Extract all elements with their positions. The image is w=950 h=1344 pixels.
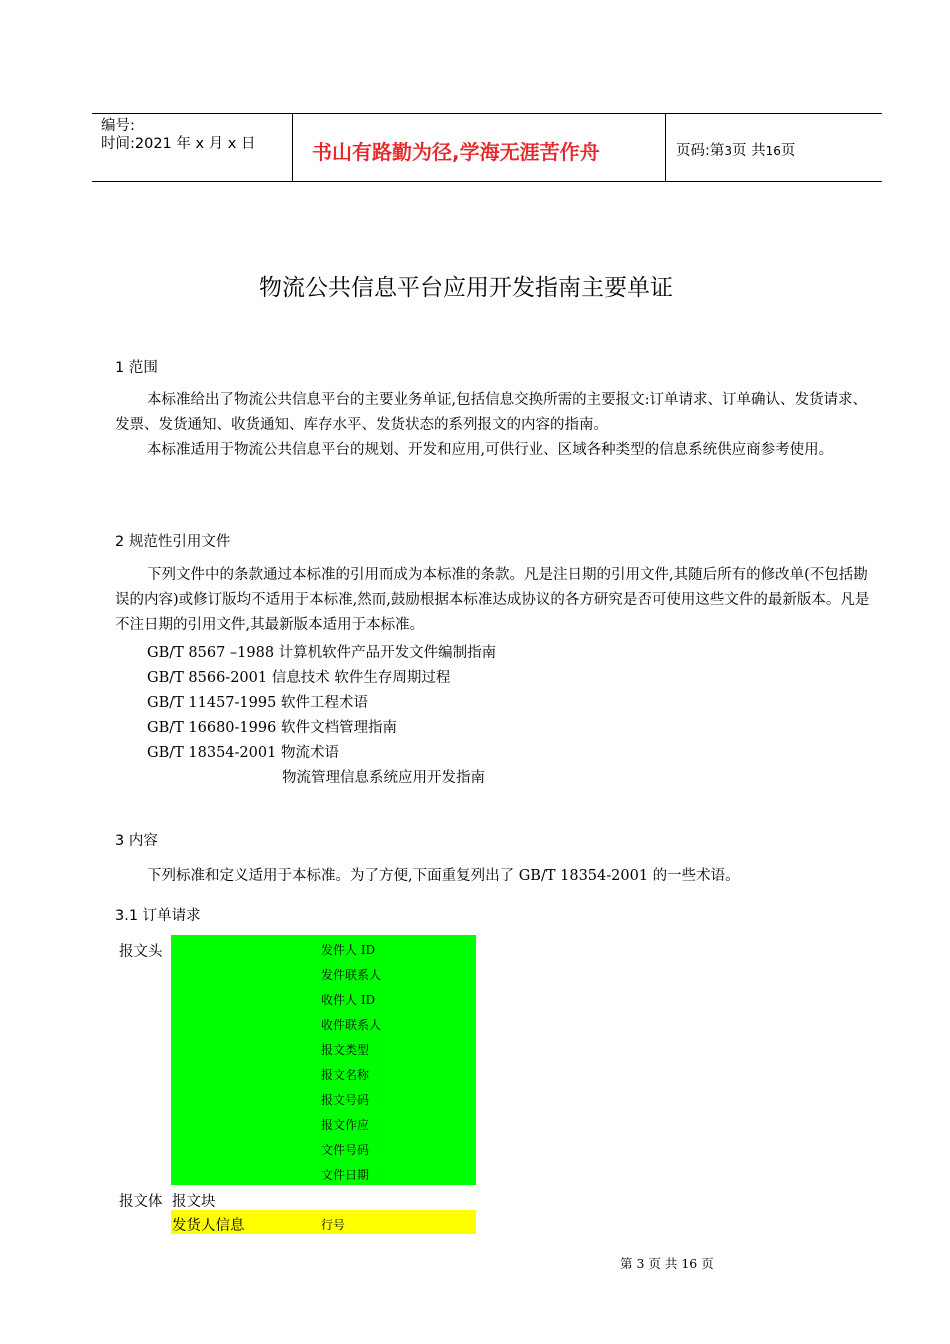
header-top-rule [92, 113, 882, 114]
section-1-paragraph-2: 本标准适用于物流公共信息平台的规划、开发和应用,可供行业、区域各种类型的信息系统供应商参考使用。 [147, 442, 834, 458]
header-field: 报文作应 [321, 1118, 370, 1132]
shipper-info-label: 发货人信息 [172, 1218, 245, 1234]
reference-item: GB/T 16680-1996 软件文档管理指南 [147, 720, 397, 736]
page-footer: 第 3 页 共 16 页 [620, 1256, 714, 1271]
message-block-label: 报文块 [172, 1194, 216, 1210]
section-2-heading: 2 规范性引用文件 [115, 534, 231, 550]
section-3-paragraph-1: 下列标准和定义适用于本标准。为了方便,下面重复列出了 GB/T 18354-2001 的一些术语。 [147, 868, 740, 884]
message-header-label: 报文头 [119, 944, 163, 960]
header-field: 报文名称 [321, 1068, 370, 1082]
header-field: 文件号码 [321, 1143, 370, 1157]
header-divider-left [292, 113, 293, 182]
page-suffix: 页 [780, 143, 796, 159]
shipper-field: 行号 [321, 1218, 346, 1232]
header-time-label: 时间:2021 年 x 月 x 日 [101, 136, 256, 152]
reference-item: GB/T 8566-2001 信息技术 软件生存周期过程 [147, 670, 451, 686]
document-title: 物流公共信息平台应用开发指南主要单证 [259, 275, 673, 301]
header-number-label: 编号: [101, 118, 135, 134]
reference-item: GB/T 11457-1995 软件工程术语 [147, 695, 368, 711]
section-3-heading: 3 内容 [115, 833, 158, 849]
header-field: 发件联系人 [321, 968, 382, 982]
page-current: 3 [724, 144, 733, 158]
section-1-paragraph-1: 本标准给出了物流公共信息平台的主要业务单证,包括信息交换所需的主要报文:订单请求、订单确认、发货请求、发票、发货通知、收货通知、库存水平、发货状态的系列报文的内容的指南。 [115, 392, 867, 433]
reference-item: GB/T 8567 –1988 计算机软件产品开发文件编制指南 [147, 645, 497, 661]
page-total: 16 [765, 144, 781, 158]
page-mid: 页 共 [732, 143, 766, 159]
header-bottom-rule [92, 181, 882, 182]
header-field: 收件人 ID [321, 993, 376, 1007]
reference-extra: 物流管理信息系统应用开发指南 [282, 770, 485, 786]
header-motto: 书山有路勤为径,学海无涯苦作舟 [312, 140, 600, 164]
section-1-heading: 1 范围 [115, 360, 158, 376]
header-page-info [676, 139, 795, 160]
message-body-label: 报文体 [119, 1194, 163, 1210]
header-field: 报文类型 [321, 1043, 370, 1057]
header-field: 发件人 ID [321, 943, 376, 957]
header-field: 文件日期 [321, 1168, 370, 1182]
reference-item: GB/T 18354-2001 物流术语 [147, 745, 339, 761]
header-field: 收件联系人 [321, 1018, 382, 1032]
header-divider-right [665, 113, 666, 182]
page-prefix: 页码:第 [676, 143, 725, 159]
header-field: 报文号码 [321, 1093, 370, 1107]
section-2-paragraph-1: 下列文件中的条款通过本标准的引用而成为本标准的条款。凡是注日期的引用文件,其随后所有的修改单(不包括勘误的内容)或修订版均不适用于本标准,然而,鼓励根据本标准达成协议的各方研究是否可使用这些文件的最新版本。凡是不注日期的引用文件,其最新版本适用于本标准。 [115, 567, 870, 633]
section-3-1-heading: 3.1 订单请求 [115, 908, 201, 924]
